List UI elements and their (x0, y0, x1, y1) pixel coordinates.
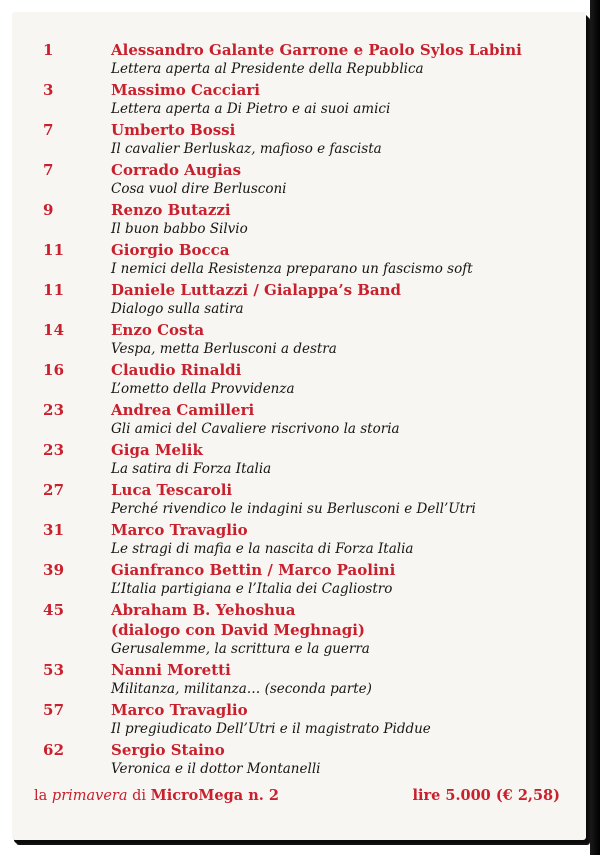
toc-page-number: 23 (43, 441, 65, 459)
toc-title: Il pregiudicato Dell’Utri e il magistrato Piddue (111, 721, 431, 737)
toc-title: Militanza, militanza… (seconda parte) (111, 681, 372, 697)
toc-title: Veronica e il dottor Montanelli (111, 761, 321, 777)
book-spine (590, 0, 600, 855)
toc-author: Renzo Butazzi (111, 201, 231, 219)
toc-page-number: 62 (43, 741, 65, 759)
toc-title: L’Italia partigiana e l’Italia dei Cagliostro (111, 581, 393, 597)
toc-title: Il buon babbo Silvio (111, 221, 248, 237)
toc-page-number: 7 (43, 161, 54, 179)
toc-page-number: 3 (43, 81, 54, 99)
toc-author: Marco Travaglio (111, 701, 248, 719)
toc-author: Alessandro Galante Garrone e Paolo Sylos Labini (111, 41, 522, 59)
toc-page-number: 9 (43, 201, 54, 219)
toc-title: Gerusalemme, la scrittura e la guerra (111, 641, 370, 657)
toc-page-number: 11 (43, 281, 65, 299)
toc-page-number: 23 (43, 401, 65, 419)
toc-page-number: 7 (43, 121, 54, 139)
toc-page-number: 39 (43, 561, 65, 579)
toc-title: L’ometto della Provvidenza (111, 381, 295, 397)
toc-title: Cosa vuol dire Berlusconi (111, 181, 287, 197)
footer-middle: di (127, 788, 151, 804)
toc-page-number: 53 (43, 661, 65, 679)
toc-author: Abraham B. Yehoshua (111, 601, 296, 619)
toc-page-number: 45 (43, 601, 65, 619)
toc-author: Andrea Camilleri (111, 401, 255, 419)
toc-author: Luca Tescaroli (111, 481, 233, 499)
toc-author: Gianfranco Bettin / Marco Paolini (111, 561, 396, 579)
toc-author: Claudio Rinaldi (111, 361, 242, 379)
toc-author: Umberto Bossi (111, 121, 236, 139)
toc-title: Perché rivendico le indagini su Berlusconi e Dell’Utri (111, 501, 476, 517)
toc-page-number: 14 (43, 321, 65, 339)
toc-title: Le stragi di mafia e la nascita di Forza Italia (111, 541, 414, 557)
toc-author-line2: (dialogo con David Meghnagi) (111, 621, 365, 639)
toc-page-number: 31 (43, 521, 65, 539)
footer-brand: MicroMega n. 2 (150, 787, 279, 804)
toc-page-number: 27 (43, 481, 65, 499)
toc-author: Sergio Staino (111, 741, 225, 759)
footer-price: lire 5.000 (€ 2,58) (412, 787, 560, 804)
toc-author: Nanni Moretti (111, 661, 231, 679)
footer-italic: primavera (51, 788, 128, 804)
toc-title: Il cavalier Berluskaz, mafioso e fascista (111, 141, 382, 157)
footer-prefix: la (34, 788, 52, 804)
toc-page-number: 16 (43, 361, 65, 379)
toc-author: Marco Travaglio (111, 521, 248, 539)
footer-issue (34, 787, 279, 804)
toc-author: Daniele Luttazzi / Gialappa’s Band (111, 281, 402, 299)
toc-author: Enzo Costa (111, 321, 205, 339)
toc-title: La satira di Forza Italia (111, 461, 272, 477)
toc-page-number: 57 (43, 701, 65, 719)
toc-title: Lettera aperta al Presidente della Repubblica (111, 61, 424, 77)
toc-author: Giga Melik (111, 441, 203, 459)
toc-page-number: 1 (43, 41, 54, 59)
toc-author: Giorgio Bocca (111, 241, 230, 259)
toc-author: Massimo Cacciari (111, 81, 260, 99)
toc-title: I nemici della Resistenza preparano un fascismo soft (111, 261, 473, 277)
toc-author: Corrado Augias (111, 161, 242, 179)
toc-title: Vespa, metta Berlusconi a destra (111, 341, 337, 357)
toc-page-number: 11 (43, 241, 65, 259)
toc-title: Dialogo sulla satira (111, 301, 244, 317)
toc-title: Gli amici del Cavaliere riscrivono la storia (111, 421, 400, 437)
toc-title: Lettera aperta a Di Pietro e ai suoi amici (111, 101, 391, 117)
